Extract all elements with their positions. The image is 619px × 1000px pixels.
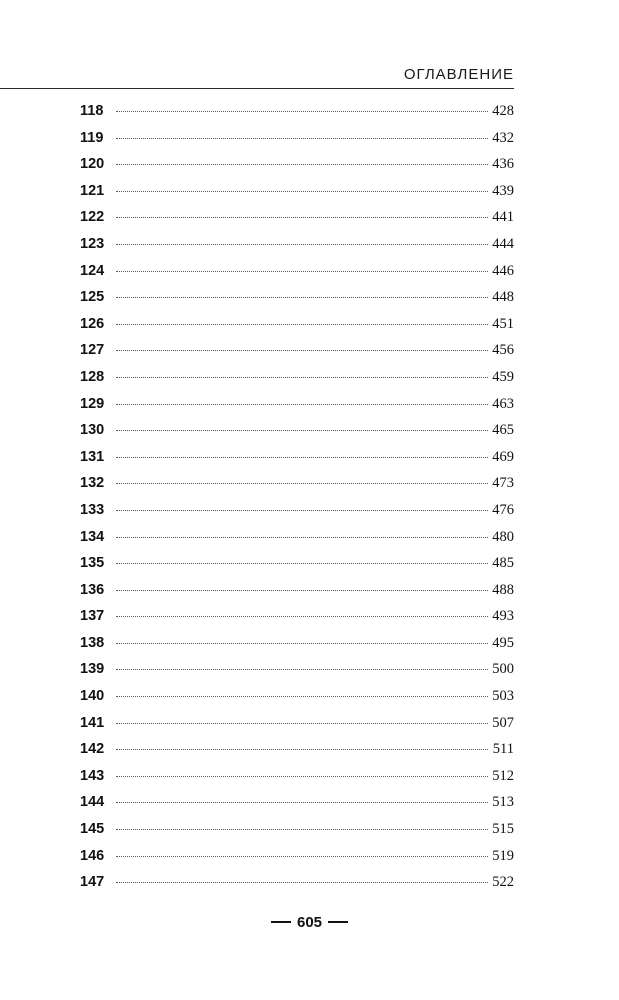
- toc-entry-number: 122: [80, 209, 105, 226]
- dot-leader: [116, 856, 488, 857]
- toc-entry-page: 511: [492, 741, 514, 758]
- table-of-contents: [80, 103, 514, 901]
- dot-leader: [116, 590, 488, 591]
- dot-leader: [116, 138, 488, 139]
- toc-entry[interactable]: [80, 475, 514, 502]
- dot-leader: [116, 537, 488, 538]
- dot-leader: [116, 457, 488, 458]
- toc-entry-number: 128: [80, 368, 105, 385]
- toc-entry-page: 480: [492, 528, 514, 545]
- toc-entry[interactable]: [80, 263, 514, 290]
- toc-entry-number: 146: [80, 847, 105, 864]
- toc-entry-page: 439: [492, 182, 514, 199]
- toc-entry[interactable]: [80, 289, 514, 316]
- dot-leader: [116, 669, 488, 670]
- toc-entry-number: 141: [80, 714, 105, 731]
- page-footer: [0, 914, 619, 931]
- toc-entry-number: 142: [80, 741, 105, 758]
- toc-entry[interactable]: [80, 396, 514, 423]
- dot-leader: [116, 776, 488, 777]
- dot-leader: [116, 510, 488, 511]
- dot-leader: [116, 882, 488, 883]
- toc-entry-number: 139: [80, 661, 105, 678]
- toc-entry-page: 451: [492, 315, 514, 332]
- toc-entry[interactable]: [80, 741, 514, 768]
- toc-entry-number: 140: [80, 688, 105, 705]
- dot-leader: [116, 802, 488, 803]
- toc-entry-page: 436: [492, 156, 514, 173]
- toc-entry-number: 130: [80, 422, 105, 439]
- toc-entry[interactable]: [80, 874, 514, 901]
- toc-entry[interactable]: [80, 236, 514, 263]
- toc-entry-page: 512: [492, 767, 514, 784]
- dot-leader: [116, 430, 488, 431]
- dot-leader: [116, 829, 488, 830]
- toc-entry[interactable]: [80, 183, 514, 210]
- toc-entry-page: 522: [492, 874, 514, 891]
- toc-entry-page: 519: [492, 847, 514, 864]
- header-title: ОГЛАВЛЕНИЕ: [403, 66, 514, 83]
- toc-entry-page: 495: [492, 634, 514, 651]
- toc-entry-number: 147: [80, 874, 105, 891]
- dot-leader: [116, 111, 488, 112]
- toc-entry-page: 444: [492, 235, 514, 252]
- toc-entry[interactable]: [80, 848, 514, 875]
- dot-leader: [116, 643, 488, 644]
- toc-entry[interactable]: [80, 156, 514, 183]
- dot-leader: [116, 616, 488, 617]
- toc-entry-page: 513: [492, 794, 514, 811]
- toc-entry-page: 493: [492, 608, 514, 625]
- toc-entry-number: 143: [80, 767, 105, 784]
- toc-entry-number: 144: [80, 794, 105, 811]
- toc-entry-page: 465: [492, 422, 514, 439]
- toc-entry[interactable]: [80, 555, 514, 582]
- page-number: 605: [296, 914, 323, 931]
- dot-leader: [116, 483, 488, 484]
- toc-entry[interactable]: [80, 529, 514, 556]
- dot-leader: [116, 244, 488, 245]
- dot-leader: [116, 191, 488, 192]
- toc-entry[interactable]: [80, 103, 514, 130]
- left-dash: [271, 921, 291, 923]
- toc-entry-page: 463: [492, 395, 514, 412]
- toc-entry[interactable]: [80, 608, 514, 635]
- toc-entry-number: 145: [80, 821, 105, 838]
- dot-leader: [116, 377, 488, 378]
- toc-entry-number: 121: [80, 182, 105, 199]
- toc-entry-number: 124: [80, 262, 105, 279]
- toc-entry-page: 476: [492, 501, 514, 518]
- dot-leader: [116, 723, 488, 724]
- toc-entry[interactable]: [80, 369, 514, 396]
- toc-entry[interactable]: [80, 209, 514, 236]
- dot-leader: [116, 696, 488, 697]
- toc-entry[interactable]: [80, 661, 514, 688]
- toc-entry-page: 503: [492, 688, 514, 705]
- toc-entry-number: 131: [80, 448, 105, 465]
- toc-entry-page: 488: [492, 581, 514, 598]
- dot-leader: [116, 749, 488, 750]
- toc-entry-number: 127: [80, 342, 105, 359]
- toc-entry[interactable]: [80, 449, 514, 476]
- toc-entry-number: 119: [80, 129, 104, 146]
- toc-entry-number: 132: [80, 475, 105, 492]
- toc-entry[interactable]: [80, 688, 514, 715]
- dot-leader: [116, 297, 488, 298]
- toc-entry[interactable]: [80, 582, 514, 609]
- toc-entry-number: 120: [80, 156, 105, 173]
- dot-leader: [116, 404, 488, 405]
- toc-entry[interactable]: [80, 130, 514, 157]
- toc-entry-page: 456: [492, 342, 514, 359]
- toc-entry-number: 133: [80, 501, 105, 518]
- toc-entry-number: 129: [80, 395, 105, 412]
- toc-entry-page: 507: [492, 714, 514, 731]
- toc-entry[interactable]: [80, 635, 514, 662]
- toc-entry-page: 432: [492, 129, 514, 146]
- toc-entry-page: 515: [492, 821, 514, 838]
- toc-entry-page: 446: [492, 262, 514, 279]
- toc-entry-page: 459: [492, 368, 514, 385]
- toc-entry-page: 428: [492, 103, 514, 119]
- toc-entry-page: 441: [492, 209, 514, 226]
- toc-entry[interactable]: [80, 342, 514, 369]
- toc-entry-page: 473: [492, 475, 514, 492]
- toc-entry-number: 136: [80, 581, 105, 598]
- right-dash: [328, 921, 348, 923]
- toc-entry-page: 469: [492, 448, 514, 465]
- toc-entry-page: 485: [492, 555, 514, 572]
- toc-entry[interactable]: [80, 715, 514, 742]
- dot-leader: [116, 324, 488, 325]
- toc-entry-number: 118: [80, 103, 104, 119]
- toc-entry-number: 126: [80, 315, 105, 332]
- toc-entry-page: 500: [492, 661, 514, 678]
- toc-entry-number: 134: [80, 528, 105, 545]
- dot-leader: [116, 164, 488, 165]
- toc-entry[interactable]: [80, 316, 514, 343]
- toc-entry-number: 135: [80, 555, 105, 572]
- dot-leader: [116, 271, 488, 272]
- running-header: [0, 64, 514, 89]
- toc-entry-page: 448: [492, 289, 514, 306]
- toc-entry[interactable]: [80, 422, 514, 449]
- toc-entry-number: 125: [80, 289, 105, 306]
- toc-entry[interactable]: [80, 768, 514, 795]
- toc-entry[interactable]: [80, 794, 514, 821]
- toc-entry-number: 138: [80, 634, 105, 651]
- toc-entry-number: 137: [80, 608, 105, 625]
- toc-entry[interactable]: [80, 502, 514, 529]
- toc-entry[interactable]: [80, 821, 514, 848]
- dot-leader: [116, 563, 488, 564]
- dot-leader: [116, 217, 488, 218]
- toc-entry-number: 123: [80, 235, 105, 252]
- dot-leader: [116, 350, 488, 351]
